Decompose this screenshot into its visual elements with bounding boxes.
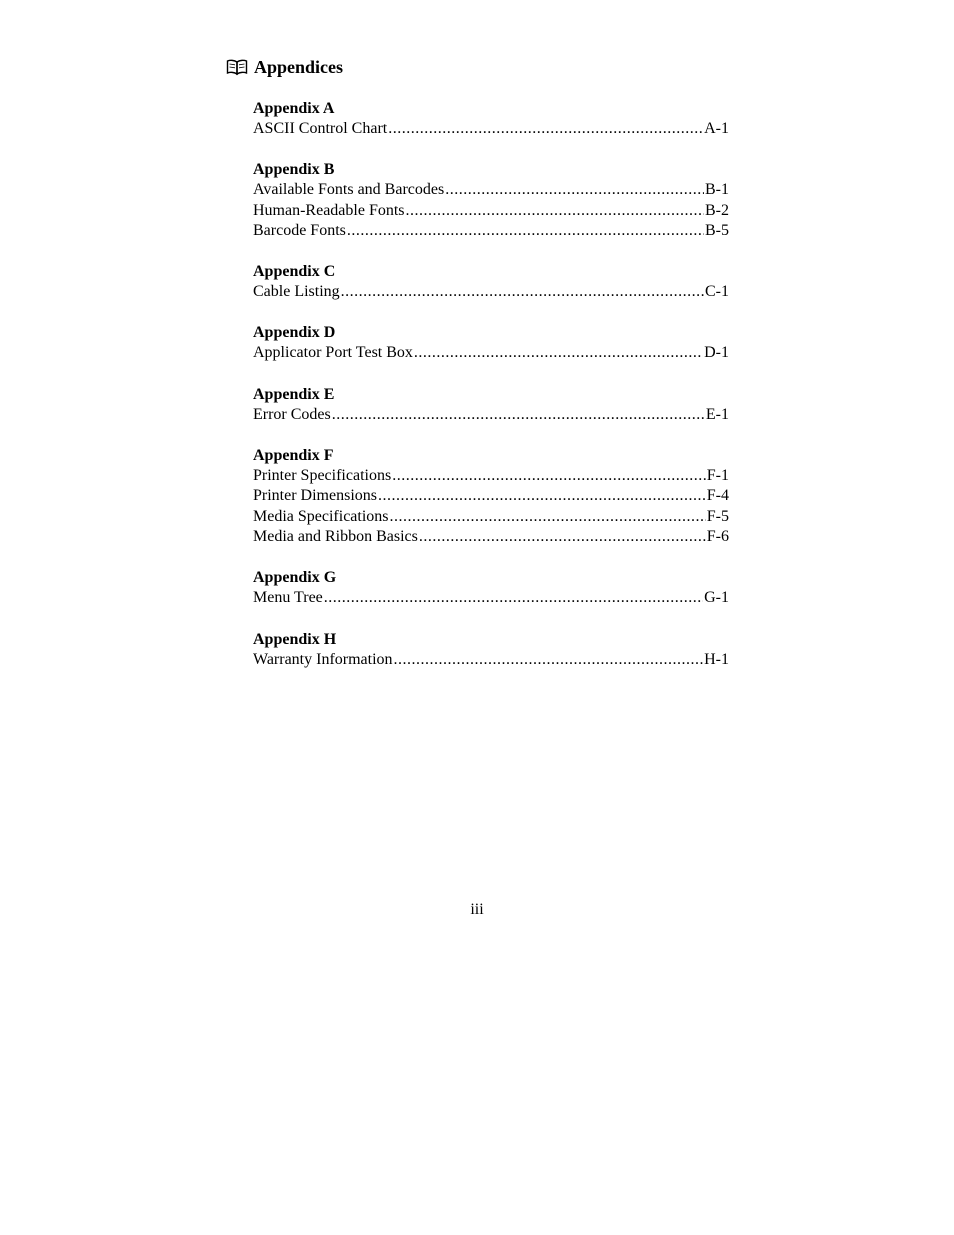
appendix-b-section [253,160,729,241]
entry-page: F-1 [706,467,729,485]
appendix-a-section [253,99,729,139]
toc-entry[interactable] [253,527,729,547]
entry-label: Printer Dimensions [253,487,377,505]
dot-leader [324,588,703,608]
page-heading [226,56,343,78]
entry-page: C-1 [705,283,729,301]
toc-entry[interactable] [253,507,729,527]
section-title: Appendix D [253,324,336,342]
toc-entry[interactable] [253,201,729,221]
dot-leader [341,282,704,302]
entry-label: Media and Ribbon Basics [253,527,418,545]
appendix-g-section [253,568,729,608]
page-title: Appendices [254,56,344,77]
entry-label: Applicator Port Test Box [253,344,413,362]
section-title: Appendix G [253,569,337,587]
entry-page: B-5 [705,221,729,239]
entry-page: B-1 [705,181,729,199]
entry-page: F-6 [706,527,729,545]
entry-label: ASCII Control Chart [253,120,388,137]
toc-entry[interactable] [253,343,729,363]
entry-label: Media Specifications [253,507,389,525]
entry-label: Available Fonts and Barcodes [253,181,445,199]
appendix-e-section [253,385,729,425]
dot-leader [388,119,703,139]
dot-leader [414,343,703,363]
dot-leader [406,201,704,221]
page-number: iii [470,901,484,918]
entry-label: Menu Tree [253,589,323,607]
appendix-d-section [253,323,729,363]
entry-label: Human-Readable Fonts [253,201,405,219]
toc-entry[interactable] [253,486,729,506]
section-title: Appendix H [253,630,337,648]
entry-label: Cable Listing [253,283,340,301]
entry-page: A-1 [704,120,729,137]
toc-entry[interactable] [253,221,729,241]
dot-leader [390,507,706,527]
dot-leader [332,405,705,425]
table-of-contents [253,99,729,691]
dot-leader [419,527,706,547]
section-title: Appendix A [253,100,335,117]
entry-label: Printer Specifications [253,467,392,485]
entry-page: H-1 [704,650,729,668]
entry-label: Error Codes [253,405,331,423]
entry-page: F-4 [706,487,729,505]
toc-entry[interactable] [253,466,729,486]
section-title: Appendix C [253,263,336,281]
toc-entry[interactable] [253,405,729,425]
entry-label: Barcode Fonts [253,221,346,239]
appendix-f-section [253,446,729,547]
toc-entry[interactable] [253,119,729,139]
toc-entry[interactable] [253,650,729,670]
appendix-c-section [253,262,729,302]
entry-label: Warranty Information [253,650,393,668]
section-title: Appendix F [253,447,334,465]
open-book-icon [226,58,248,76]
appendix-h-section [253,630,729,670]
dot-leader [347,221,704,241]
section-title: Appendix E [253,385,335,403]
dot-leader [392,466,706,486]
toc-entry[interactable] [253,588,729,608]
entry-page: D-1 [704,344,729,362]
entry-page: B-2 [705,201,729,219]
dot-leader [378,486,706,506]
toc-entry[interactable] [253,282,729,302]
entry-page: F-5 [706,507,729,525]
section-title: Appendix B [253,161,335,179]
entry-page: G-1 [704,589,729,607]
toc-entry[interactable] [253,180,729,200]
dot-leader [445,180,704,200]
dot-leader [394,650,704,670]
entry-page: E-1 [705,405,729,423]
